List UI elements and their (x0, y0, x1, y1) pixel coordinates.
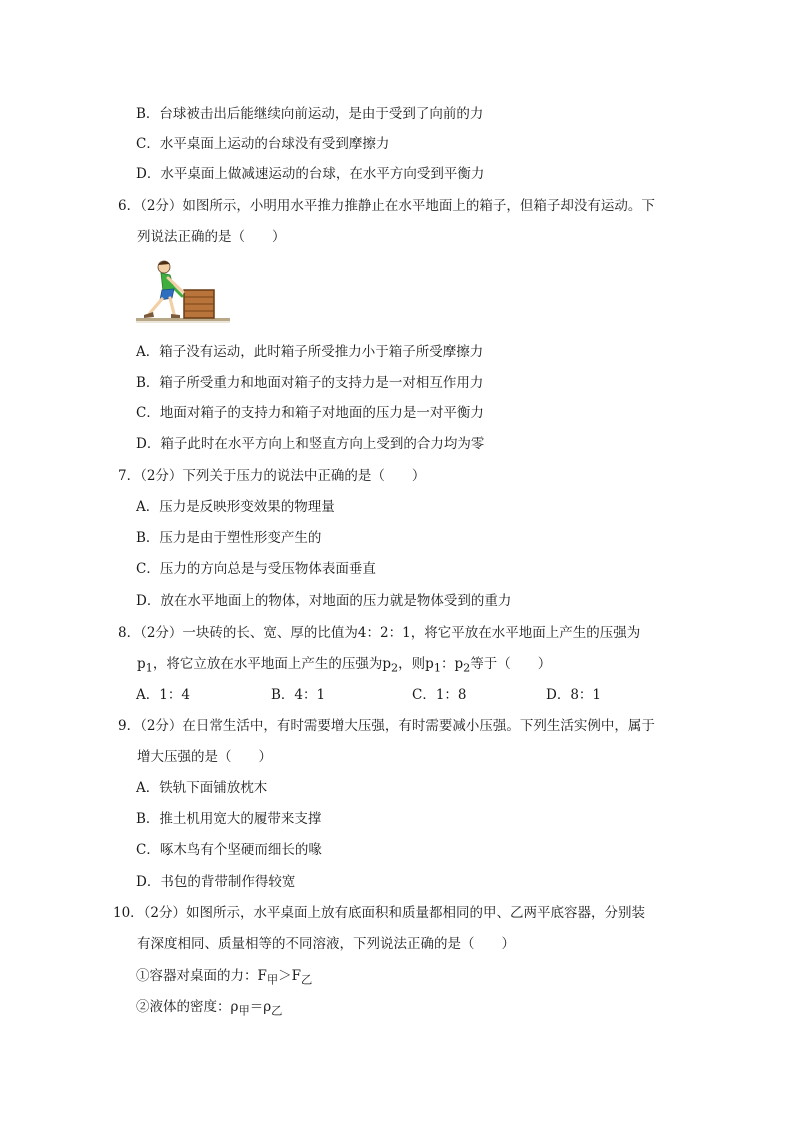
q10-stem-line1: 10．（2分）如图所示，水平桌面上放有底面积和质量都相同的甲、乙两平底容器，分别装 (113, 905, 646, 921)
q10-subscript: 乙 (271, 1004, 283, 1018)
q10-s2-text-b: ＝ρ (249, 999, 272, 1015)
q7-stem: 7．（2分）下列关于压力的说法中正确的是（ ） (118, 468, 426, 484)
q8-option-d: D．8：1 (546, 687, 602, 703)
q6-option-a: A．箱子没有运动，此时箱子所受推力小于箱子所受摩擦力 (136, 344, 484, 360)
q8-text-c: ：p (440, 656, 464, 672)
q10-s2-text-a: ②液体的密度：ρ (136, 999, 239, 1015)
q8-subscript: 2 (463, 661, 471, 675)
boy-pushing-box-figure (136, 256, 232, 326)
q6-stem-line2: 列说法正确的是（ ） (137, 229, 286, 245)
q8-subscript: 1 (145, 661, 153, 675)
q8-text-a: ，将它立放在水平地面上产生的压强为p (152, 656, 391, 672)
q9-option-b: B．推土机用宽大的履带来支撑 (136, 811, 322, 827)
q7-option-a: A．压力是反映形变效果的物理量 (136, 499, 335, 515)
q8-text-b: ，则p (398, 656, 434, 672)
q9-option-a: A．铁轨下面铺放枕木 (136, 780, 268, 796)
q8-option-a: A．1：4 (136, 687, 190, 703)
q5-option-b: B．台球被击出后能继续向前运动，是由于受到了向前的力 (136, 106, 484, 122)
q8-subscript: 2 (390, 661, 399, 675)
q9-stem-line1: 9．（2分）在日常生活中，有时需要增大压强，有时需要减小压强。下列生活实例中，属于 (118, 718, 655, 734)
q7-option-b: B．压力是由于塑性形变产生的 (136, 530, 322, 546)
q9-option-d: D．书包的背带制作得较宽 (136, 874, 296, 890)
q8-text-d: 等于（ ） (470, 656, 552, 672)
q8-stem-line2 (137, 654, 551, 679)
q10-statement-2 (136, 997, 282, 1022)
q6-option-d: D．箱子此时在水平方向上和竖直方向上受到的合力均为零 (136, 436, 485, 452)
q5-option-c: C．水平桌面上运动的台球没有受到摩擦力 (136, 136, 390, 152)
q8-stem-line1: 8．（2分）一块砖的长、宽、厚的比值为4：2：1，将它平放在水平地面上产生的压强为 (118, 625, 641, 641)
q10-statement-1 (136, 966, 312, 991)
q8-option-b: B．4：1 (271, 687, 326, 703)
q8-subscript: 1 (433, 661, 441, 675)
q7-option-d: D．放在水平地面上的物体，对地面的压力就是物体受到的重力 (136, 593, 512, 609)
q10-subscript: 甲 (266, 973, 279, 987)
q10-s1-text-a: ①容器对桌面的力：F (136, 968, 267, 984)
q5-option-d: D．水平桌面上做减速运动的台球，在水平方向受到平衡力 (136, 166, 485, 182)
q6-stem-line1: 6．（2分）如图所示，小明用水平推力推静止在水平地面上的箱子，但箱子却没有运动。下 (118, 198, 655, 214)
q6-option-c: C．地面对箱子的支持力和箱子对地面的压力是一对平衡力 (136, 405, 484, 421)
q10-stem-line2: 有深度相同、质量相等的不同溶液，下列说法正确的是（ ） (137, 936, 515, 952)
q10-subscript: 乙 (301, 973, 313, 987)
q9-option-c: C．啄木鸟有个坚硬而细长的喙 (136, 842, 322, 858)
q10-s1-text-b: ＞F (278, 968, 302, 984)
q8-option-c: C．1：8 (412, 687, 467, 703)
q9-stem-line2: 增大压强的是（ ） (137, 749, 272, 765)
q8-p-symbol: p (137, 656, 146, 672)
q10-subscript: 甲 (238, 1004, 250, 1018)
q7-option-c: C．压力的方向总是与受压物体表面垂直 (136, 561, 376, 577)
q6-option-b: B．箱子所受重力和地面对箱子的支持力是一对相互作用力 (136, 375, 484, 391)
